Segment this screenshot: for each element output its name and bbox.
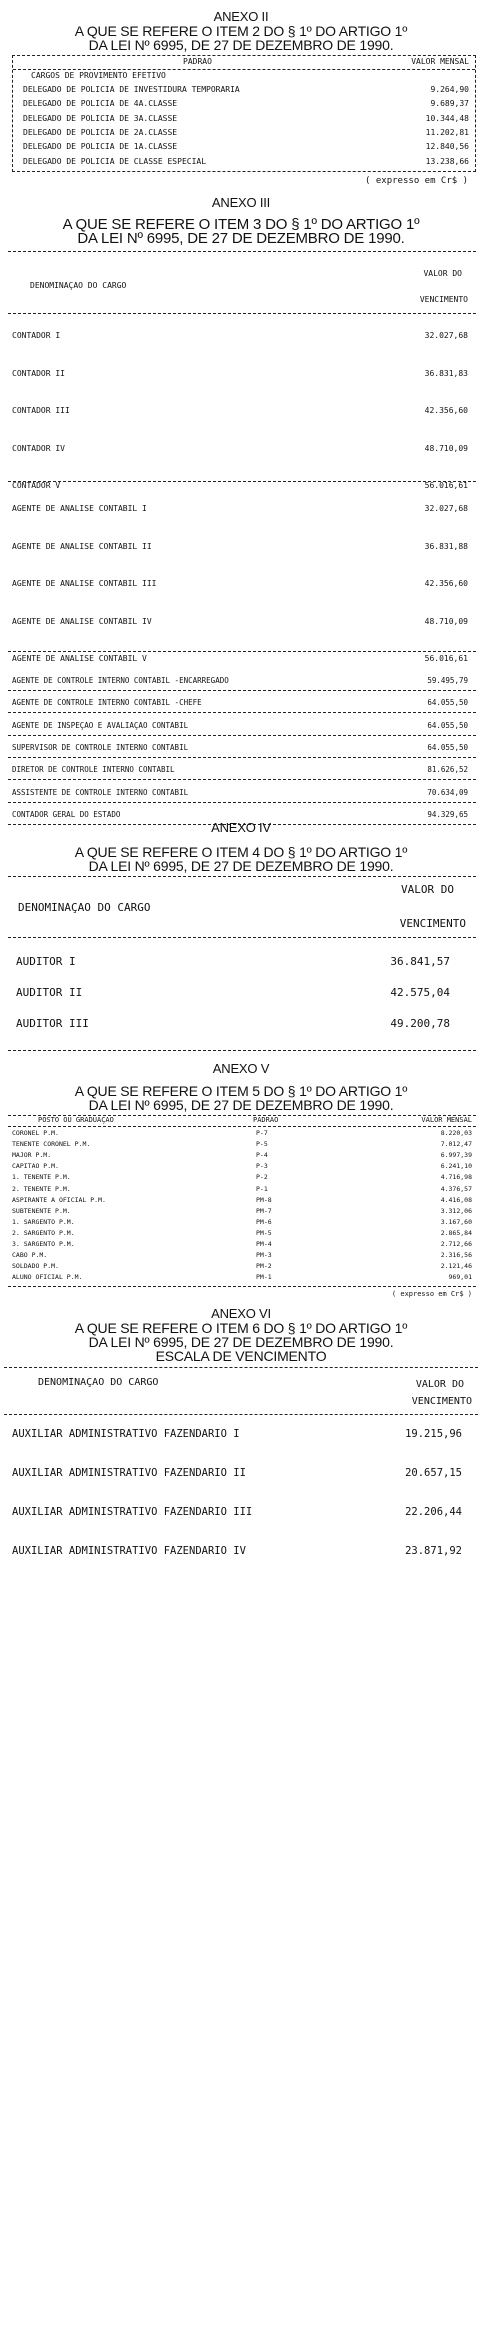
row-label: CORONEL P.M. <box>12 1129 59 1137</box>
row-label: AUXILIAR ADMINISTRATIVO FAZENDARIO III <box>12 1506 253 1518</box>
row-value: 36.831,83 <box>424 368 468 378</box>
row-padrao: PM-3 <box>256 1251 272 1260</box>
row-label: CONTADOR I <box>12 331 61 340</box>
annex-v-title: ANEXO V <box>212 1061 270 1076</box>
row-label: ASSISTENTE DE CONTROLE INTERNO CONTABIL <box>12 787 189 797</box>
row-value: 64.055,50 <box>427 698 468 708</box>
row-value: 70.634,09 <box>427 787 468 797</box>
header-valor-mensal: VALOR MENSAL <box>421 1116 472 1124</box>
row-value: 64.055,50 <box>427 742 468 752</box>
row-value: 56.016,61 <box>424 481 468 490</box>
header-vencimento: VENCIMENTO <box>411 1396 472 1407</box>
row-label: CONTADOR II <box>12 368 65 378</box>
row-label: AUXILIAR ADMINISTRATIVO FAZENDARIO IV <box>12 1545 246 1557</box>
row-value: 42.356,60 <box>424 406 468 415</box>
annex-v-section <box>0 1060 482 1305</box>
divider <box>8 779 476 780</box>
annex-iii-title: ANEXO III <box>211 195 271 210</box>
row-label: 1. SARGENTO P.M. <box>12 1217 75 1226</box>
row-label: ALUNO OFICIAL P.M. <box>12 1273 83 1282</box>
row-padrao: PM-2 <box>256 1262 272 1271</box>
row-label: 3. SARGENTO P.M. <box>12 1240 75 1248</box>
row-label: DELEGADO DE POLICIA DE 3A.CLASSE <box>23 113 178 123</box>
row-padrao: P-4 <box>256 1151 268 1160</box>
row-value: 3.167,60 <box>440 1217 472 1226</box>
row-value: 19.215,96 <box>405 1428 462 1440</box>
annex-vi-title: ANEXO VI <box>211 1306 271 1321</box>
header-padrao: PADRAO <box>183 57 212 66</box>
row-value: 36.831,88 <box>424 541 468 551</box>
row-label: DELEGADO DE POLICIA DE 1A.CLASSE <box>23 142 178 152</box>
header-vencimento: VENCIMENTO <box>399 917 466 930</box>
row-label: AUDITOR III <box>16 1017 89 1030</box>
row-label: AGENTE DE CONTROLE INTERNO CONTABIL -ENCARREGADO <box>12 676 229 685</box>
row-padrao: PM-7 <box>256 1206 272 1215</box>
header-divider <box>8 313 476 314</box>
row-value: 4.416,08 <box>440 1195 472 1204</box>
annex-iii-subtitle-1: A QUE SE REFERE O ITEM 3 DO § 1º DO ARTIGO 1º <box>62 216 420 233</box>
annex-iii-section <box>0 190 482 819</box>
divider <box>8 712 476 713</box>
annex-v-subtitle-2: DA LEI Nº 6995, DE 27 DE DEZEMBRO DE 1990. <box>88 1097 394 1113</box>
row-padrao: PM-1 <box>256 1273 272 1282</box>
header-divider <box>8 937 476 938</box>
row-padrao: PM-4 <box>256 1240 272 1248</box>
row-label: AGENTE DE ANALISE CONTABIL V <box>12 654 147 663</box>
top-border <box>4 1367 478 1368</box>
row-value: 9.264,90 <box>430 85 469 94</box>
row-label: CABO P.M. <box>12 1251 48 1260</box>
annex-iv-section <box>0 815 482 1055</box>
row-label: AGENTE DE ANALISE CONTABIL I <box>12 504 147 513</box>
row-value: 9.689,37 <box>430 99 469 109</box>
header-denominacao: DENOMINAÇAO DO CARGO <box>30 281 127 290</box>
row-value: 12.840,56 <box>425 142 469 152</box>
annex-v-table <box>8 1115 476 1287</box>
header-valor-mensal: VALOR MENSAL <box>411 57 469 66</box>
header-vencimento: VENCIMENTO <box>419 295 468 304</box>
row-value: 7.012,47 <box>440 1140 472 1149</box>
row-label: 1. TENENTE P.M. <box>12 1173 71 1182</box>
row-value: 81.626,52 <box>427 765 468 775</box>
row-label: DELEGADO DE POLICIA DE CLASSE ESPECIAL <box>23 156 207 166</box>
row-value: 10.344,48 <box>425 113 469 123</box>
row-label: DELEGADO DE POLICIA DE 2A.CLASSE <box>23 127 178 137</box>
header-divider <box>4 1414 478 1415</box>
row-label: AGENTE DE ANALISE CONTABIL IV <box>12 616 152 626</box>
annex-iv-subtitle-1: A QUE SE REFERE O ITEM 4 DO § 1º DO ARTIGO 1º <box>74 844 408 860</box>
row-label: DELEGADO DE POLICIA DE INVESTIDURA TEMPORARIA <box>23 85 240 94</box>
row-value: 42.575,04 <box>390 986 450 999</box>
row-padrao: PM-8 <box>256 1195 272 1204</box>
row-value: 2.865,84 <box>440 1228 472 1237</box>
annex-ii-subtitle-2: DA LEI Nº 6995, DE 27 DE DEZEMBRO DE 1990. <box>88 37 394 53</box>
row-padrao: P-3 <box>256 1162 268 1171</box>
row-label: SUBTENENTE P.M. <box>12 1206 71 1215</box>
row-value: 32.027,68 <box>424 331 468 340</box>
annex-ii-table <box>12 55 476 172</box>
annex-iii-table <box>8 251 476 819</box>
row-label: AUXILIAR ADMINISTRATIVO FAZENDARIO I <box>12 1428 240 1440</box>
annex-v-note: ( expresso em Cr$ ) <box>391 1290 472 1298</box>
annex-ii-note: ( expresso em Cr$ ) <box>365 176 468 186</box>
annex-ii-subtitle-1: A QUE SE REFERE O ITEM 2 DO § 1º DO ARTIGO 1º <box>74 23 408 39</box>
annex-ii-section <box>0 0 482 190</box>
row-label: AUXILIAR ADMINISTRATIVO FAZENDARIO II <box>12 1467 246 1479</box>
group-label: CARGOS DE PROVIMENTO EFETIVO <box>31 71 166 80</box>
row-label: AUDITOR I <box>16 955 76 968</box>
header-denominacao: DENOMINAÇAO DO CARGO <box>38 1377 159 1388</box>
row-padrao: PM-6 <box>256 1217 272 1226</box>
row-value: 94.329,65 <box>427 809 468 819</box>
header-valor-do: VALOR DO <box>401 883 454 896</box>
row-label: MAJOR P.M. <box>12 1151 52 1160</box>
divider <box>8 690 476 691</box>
row-value: 2.316,56 <box>440 1251 472 1260</box>
row-label: AGENTE DE ANALISE CONTABIL III <box>12 579 157 588</box>
header-valor-do: VALOR DO <box>423 269 462 278</box>
row-padrao: P-7 <box>256 1129 268 1137</box>
row-label: DELEGADO DE POLICIA DE 4A.CLASSE <box>23 99 178 109</box>
row-value: 23.871,92 <box>405 1545 462 1557</box>
row-value: 32.027,68 <box>424 504 468 513</box>
divider <box>8 757 476 758</box>
row-value: 36.841,57 <box>390 955 450 968</box>
row-value: 8.220,03 <box>440 1129 472 1137</box>
annex-vi-subtitle-3: ESCALA DE VENCIMENTO <box>155 1348 327 1364</box>
row-value: 2.712,66 <box>440 1240 472 1248</box>
row-value: 4.716,98 <box>440 1173 472 1182</box>
annex-ii-header <box>13 57 475 69</box>
row-padrao: P-5 <box>256 1140 268 1149</box>
row-value: 2.121,46 <box>440 1262 472 1271</box>
row-label: CONTADOR IV <box>12 443 65 453</box>
header-denominacao: DENOMINAÇAO DO CARGO <box>18 901 151 914</box>
row-label: TENENTE CORONEL P.M. <box>12 1140 91 1149</box>
row-value: 64.055,50 <box>427 720 468 730</box>
header-divider <box>8 1126 476 1127</box>
row-padrao: PM-5 <box>256 1228 272 1237</box>
row-value: 13.238,66 <box>425 156 469 166</box>
row-label: CONTADOR GERAL DO ESTADO <box>12 809 121 819</box>
row-label: ASPIRANTE A OFICIAL P.M. <box>12 1195 106 1204</box>
divider <box>8 481 476 482</box>
row-label: AGENTE DE CONTROLE INTERNO CONTABIL -CHEFE <box>12 698 202 708</box>
row-label: SOLDADO P.M. <box>12 1262 59 1271</box>
row-value: 59.495,79 <box>427 676 468 685</box>
row-label: CAPITAO P.M. <box>12 1162 59 1171</box>
row-label: DIRETOR DE CONTROLE INTERNO CONTABIL <box>12 765 175 775</box>
annex-iv-table <box>8 876 476 1051</box>
annex-ii-title: ANEXO II <box>213 9 269 24</box>
header-padrao: PADRAO <box>253 1116 279 1124</box>
row-label: AUDITOR II <box>16 986 83 999</box>
row-value: 4.376,57 <box>440 1184 472 1193</box>
row-value: 3.312,06 <box>440 1206 472 1215</box>
row-value: 22.206,44 <box>405 1506 462 1518</box>
row-padrao: P-2 <box>256 1173 268 1182</box>
row-label: CONTADOR III <box>12 406 70 415</box>
row-label: SUPERVISOR DE CONTROLE INTERNO CONTABIL <box>12 742 189 752</box>
top-border <box>8 251 476 252</box>
divider <box>8 651 476 652</box>
annex-vi-subtitle-1: A QUE SE REFERE O ITEM 6 DO § 1º DO ARTIGO 1º <box>74 1320 408 1336</box>
row-value: 6.997,39 <box>440 1151 472 1160</box>
row-value: 20.657,15 <box>405 1467 462 1479</box>
row-value: 42.356,60 <box>424 579 468 588</box>
row-label: 2. SARGENTO P.M. <box>12 1228 75 1237</box>
row-label: AGENTE DE INSPEÇAO E AVALIAÇAO CONTABIL <box>12 720 189 730</box>
annex-vi-table <box>4 1367 478 1587</box>
divider <box>8 802 476 803</box>
row-value: 48.710,09 <box>424 616 468 626</box>
row-value: 49.200,78 <box>390 1017 450 1030</box>
row-value: 56.016,61 <box>424 654 468 663</box>
annex-iv-title: ANEXO IV <box>211 820 271 835</box>
annex-iv-subtitle-2: DA LEI Nº 6995, DE 27 DE DEZEMBRO DE 1990. <box>88 858 394 874</box>
header-posto: POSTO OU GRADUAÇAO <box>38 1116 114 1124</box>
annex-vi-subtitle-2: DA LEI Nº 6995, DE 27 DE DEZEMBRO DE 1990. <box>88 1334 394 1350</box>
row-label: CONTADOR V <box>12 481 61 490</box>
header-valor-do: VALOR DO <box>415 1379 464 1390</box>
row-value: 11.202,81 <box>425 127 469 137</box>
row-label: AGENTE DE ANALISE CONTABIL II <box>12 541 152 551</box>
row-value: 969,01 <box>448 1273 472 1282</box>
row-padrao: P-1 <box>256 1184 268 1193</box>
divider <box>13 69 475 70</box>
divider <box>8 735 476 736</box>
row-value: 6.241,10 <box>440 1162 472 1171</box>
annex-iii-subtitle-2: DA LEI Nº 6995, DE 27 DE DEZEMBRO DE 1990. <box>77 230 405 247</box>
annex-v-subtitle-1: A QUE SE REFERE O ITEM 5 DO § 1º DO ARTIGO 1º <box>74 1083 408 1099</box>
row-label: 2. TENENTE P.M. <box>12 1184 71 1193</box>
row-value: 48.710,09 <box>424 443 468 453</box>
annex-vi-section <box>0 1305 482 2341</box>
